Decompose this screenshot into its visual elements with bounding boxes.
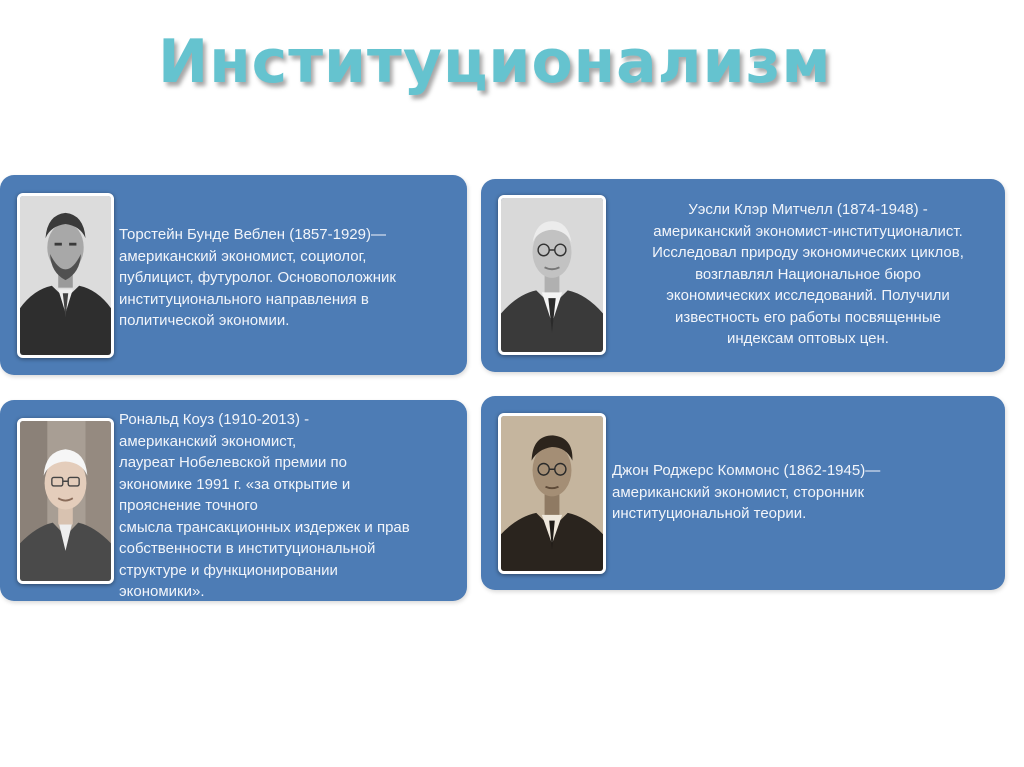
veblen-portrait-icon xyxy=(17,193,114,358)
coase-portrait-icon xyxy=(17,418,114,584)
mitchell-bio: Уэсли Клэр Митчелл (1874-1948) - американский экономист-институционалист. Исследовал природу экономических циклов, возглавлял Национальное бюро экономических исследований. Получили известность его работы посвященные индексам оптовых цен. xyxy=(652,201,964,347)
commons-bio: Джон Роджерс Коммонс (1862-1945)— американский экономист, сторонник институциональной теории. xyxy=(612,462,881,522)
mitchell-portrait-icon xyxy=(498,195,606,355)
slide-title: Институционализм xyxy=(158,27,832,97)
veblen-bio: Торстейн Бунде Веблен (1857-1929)— американский экономист, социолог, публицист, футуролог. Основоположник институционального направления в политической экономии. xyxy=(119,226,396,329)
commons-portrait-icon xyxy=(498,413,606,574)
coase-bio: Рональд Коуз (1910-2013) - американский экономист, лауреат Нобелевской премии по экономике 1991 г. «за открытие и прояснение точного смысла трансакционных издержек и прав собственности в институциональной структуре и функционировании экономики». xyxy=(119,411,410,600)
